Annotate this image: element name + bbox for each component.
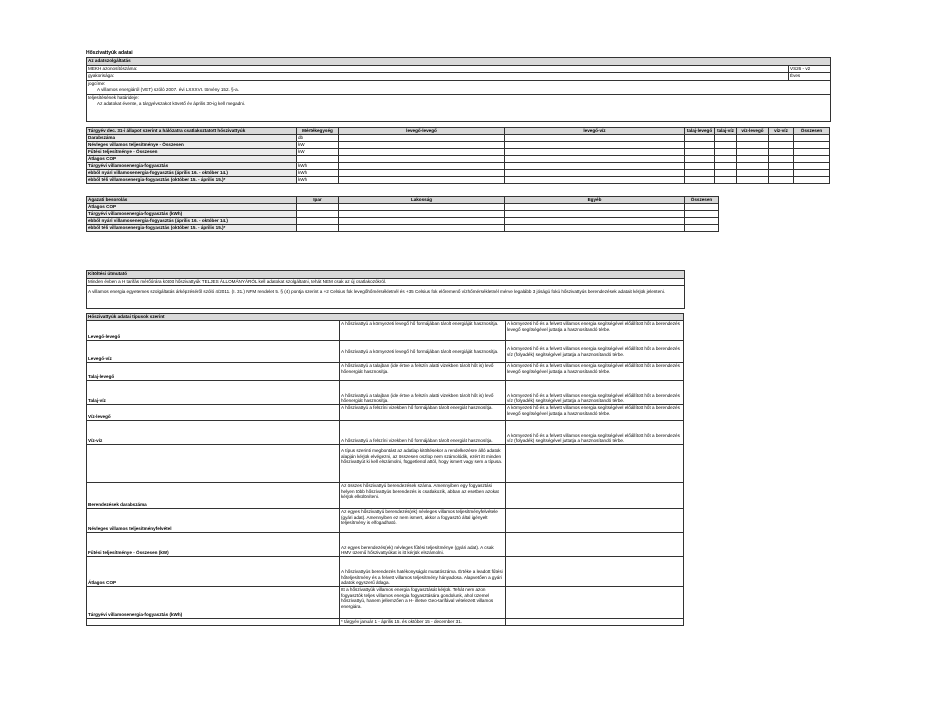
cell[interactable] [505,142,685,149]
t1-h8: Összesen [794,128,830,135]
table-row [87,211,719,218]
def-desc: Az összes hőszivattyú berendezések száma. Amennyiben egy fogyasztási helyen több hőszivattyús berendezés is csatlakozik, abban az esetben azokat kérjük elkülöníteni. [340,483,506,509]
t1-row-label: ebből téli villamosenergia-fogyasztás (október 15. - április 15.)* [87,177,297,184]
t1-row-label: Tárgyévi villamosenergia-fogyasztás [87,163,297,170]
t2-h3: Egyéb [505,197,685,204]
t2-h4: Összesen [685,197,719,204]
t1-row-unit: kWh [297,177,339,184]
cell[interactable] [715,156,737,163]
cell[interactable] [339,177,505,184]
cell[interactable] [339,149,505,156]
type-desc2: A környezeti hő és a felvett villamos energia segítségével előállított hőt a berendezés levegő segítségével juttatja a hasznosítandó térbe. [506,405,684,421]
freq-value: Éves [790,73,801,78]
cell[interactable] [505,218,685,225]
guide-line2: A villamos energia egyetemes szolgáltatás árképzéséről szóló 4/2011. (I. 31.) NFM rendelet 5. § (4) pontja szerint a +2 Celsius fok levegőhőmérsékletnél és +35 Celsius fok előremenő vízhőmérsékletnél mérve legalább 3 jóságú fokú hőszivattyús berendezések adatait kérjük jelenteni. [88,289,665,294]
t1-h4: talaj-levegő [685,128,715,135]
cell[interactable] [769,170,794,177]
cell[interactable] [297,211,339,218]
t1-h6: víz-levegő [737,128,769,135]
table-row [87,177,830,184]
empty-cell [506,509,684,533]
type-desc2: A környezeti hő és a felvett villamos energia segítségével előállított hőt a berendezés levegő segítségével juttatja a hasznosítandó térbe. [506,363,684,381]
hatarido-value-row [87,101,830,108]
type-name: Talaj-víz [87,381,340,405]
t1-row-unit: kWh [297,170,339,177]
table-row [87,363,684,381]
table-row [87,218,719,225]
cell[interactable] [685,204,719,211]
t1-row-label: Fűtési teljesítménye - Összesen [87,149,297,156]
types-title-row [87,314,684,321]
t1-h2: levegő-levegő [339,128,505,135]
cell[interactable] [769,135,794,142]
t1-row-unit: db [297,135,339,142]
guide-box [86,270,685,309]
type-name: Levegő-levegő [87,321,340,341]
cell[interactable] [715,177,737,184]
table-row [87,149,830,156]
def-desc: A hőszivattyús berendezés hatékonyságát mutatószáma. Értéke a leadott fűtési hőteljesítmény és a felvett villamos teljesítmény hányadosa. Alapvetően a gyári adatok egyszerű átlaga. [340,557,506,587]
mekh-label: MEKH azonosítószáma: [88,65,138,71]
t2-h0: Ágazati besorolás [87,197,297,204]
cell[interactable] [685,170,715,177]
def-name: Átlagos COP [87,557,340,587]
cell[interactable] [737,156,769,163]
table-row [87,381,684,405]
t1-row-label: Névleges villamos teljesítménye - Összesen [87,142,297,149]
table-row [87,135,830,142]
table-row [87,170,830,177]
empty-cell [506,557,684,587]
cell[interactable] [737,135,769,142]
t1-h0: Tárgyév dec. 31-i állapot szerint a hálózatra csatlakoztatott hőszivattyúk [87,128,297,135]
cell[interactable] [685,163,715,170]
type-note: A típus szerinti megbontást az adatlap kitöltésekor a rendelkezésre álló adatok alapján kérjük elvégezni, az összesen oszlop nem számolódik, ezért itt minden hőszivattyút ki kell elszámolni, függetlenül attól, hogy ismert vagy sem a típusa. [340,445,506,483]
table-row [87,204,719,211]
cell[interactable] [505,204,685,211]
type-desc: A hőszivattyú a környezeti levegő hő formájában tárolt energiáját hasznosítja. [340,341,506,363]
mekh-value: VS26 - v2 [790,65,811,71]
cell[interactable] [737,142,769,149]
t2-row-label: Tárgyévi villamosenergia-fogyasztás (kWh) [87,211,297,218]
t2-row-label: Átlagos COP [87,204,297,211]
cell[interactable] [505,149,685,156]
jog-value: A villamos energiáról (VET) szóló 2007. évi LXXXVI. törvény 152. §-a. [97,87,239,92]
empty-cell [506,533,684,557]
cell[interactable] [794,163,830,170]
table1-header-row [87,128,830,135]
cell[interactable] [794,135,830,142]
table-row [87,321,684,341]
mekh-row [87,66,830,74]
table-row [87,405,684,421]
cell[interactable] [685,149,715,156]
cell[interactable] [505,225,685,232]
page-title: Hőszivattyúk adatai [86,50,133,56]
cell[interactable] [505,135,685,142]
guide-title: Kitöltési útmutató [87,271,684,279]
type-desc: A hőszivattyú a talajban (ide értve a felszín alatti vizekben tárolt hőt is) levő hőenergiát hasznosítja. [340,381,506,405]
cell[interactable] [769,177,794,184]
types-title: Hőszivattyúk adatai típusok szerint [87,314,684,321]
cell[interactable] [685,135,715,142]
cell[interactable] [794,149,830,156]
t1-h7: víz-víz [769,128,794,135]
t2-h1: Ipar [297,197,339,204]
cell[interactable] [297,218,339,225]
cell[interactable] [769,142,794,149]
cell[interactable] [505,177,685,184]
cell[interactable] [715,142,737,149]
cell[interactable] [794,177,830,184]
cell[interactable] [715,163,737,170]
type-desc: A hőszivattyú a környezeti levegő hő formájában tárolt energiáját hasznosítja. [340,321,506,341]
type-desc: A hőszivattyú a talajban (ide értve a felszín alatti vizekben tárolt hőt is) levő hőenergiát hasznosítja. [340,363,506,381]
table-row [87,619,684,626]
table-row [87,341,684,363]
def-name: Névleges villamos teljesítményfelvétel [87,509,340,533]
empty-cell [87,445,340,483]
cell[interactable] [297,225,339,232]
cell[interactable] [794,156,830,163]
cell[interactable] [505,156,685,163]
t1-row-unit: kWh [297,163,339,170]
empty-cell [506,445,684,483]
jog-value-row [87,87,830,95]
freq-label: gyakorisága: [88,73,115,78]
cell[interactable] [769,149,794,156]
cell[interactable] [297,204,339,211]
cell[interactable] [715,149,737,156]
cell[interactable] [339,156,505,163]
cell[interactable] [769,156,794,163]
t1-row-label: ebből nyári villamosenergia-fogyasztás (április 16. - október 14.) [87,170,297,177]
cell[interactable] [339,163,505,170]
table-row [87,509,684,533]
t1-row-unit: kW [297,142,339,149]
header-section: Az adatszolgáltatás [87,58,830,66]
table2-header-row [87,197,719,204]
cell[interactable] [769,163,794,170]
cell[interactable] [737,149,769,156]
table-row [87,421,684,445]
cell[interactable] [505,170,685,177]
table-row [87,142,830,149]
footnote: * tárgyév január 1 - április 15. és október 15 - december 31. [340,619,506,626]
type-desc2: A környezeti hő és a felvett villamos energia segítségével előállított hőt a berendezés víz (folyadék) segítségével juttatja a hasznosítandó térbe. [506,421,684,445]
freq-row [87,73,830,81]
t1-row-unit [297,156,339,163]
table-row [87,483,684,509]
type-desc2: A környezeti hő és a felvett villamos energia segítségével előállított hőt a berendezés víz (folyadék) segítségével juttatja a hasznosítandó térbe. [506,381,684,405]
header-box [86,57,831,122]
t1-h1: Mértékegység [297,128,339,135]
cell[interactable] [794,170,830,177]
cell[interactable] [339,225,505,232]
cell[interactable] [339,142,505,149]
cell[interactable] [339,211,505,218]
type-desc2: A környezeti hő és a felvett villamos energia segítségével előállított hőt a berendezés levegő segítségével juttatja a hasznosítandó térbe. [506,321,684,341]
table-row [87,445,684,483]
empty-cell [506,483,684,509]
t1-h5: talaj-víz [715,128,737,135]
cell[interactable] [339,218,505,225]
t1-row-label: Átlagos COP [87,156,297,163]
def-name: Fűtési teljesítménye - Összesen (kW) [87,533,340,557]
type-name: Levegő-víz [87,341,340,363]
empty-cell [87,619,340,626]
table-row [87,557,684,587]
type-name: Víz-levegő [87,405,340,421]
cell[interactable] [685,218,719,225]
def-desc: Az egyes hőszivattyú berendezés(ek) névleges villamos teljesítményfelvétele (gyári adat). Amennyiben ez nem ismert, akkor a fogyasztó által igényelt teljesítmény is elfogadható. [340,509,506,533]
hatarido-label: teljesítésének határideje: [88,94,139,100]
t1-h3: levegő-víz [505,128,685,135]
t1-row-label: Darabszáma [87,135,297,142]
guide-line1: Minden évben a H tarifás mérőórára kötött hőszivattyúk TELJES ÁLLOMÁNYÁRÓL kell adatokat szolgáltatni, tehát NEM csak az új csatlakozókról. [87,279,684,287]
def-desc: Az egyes berendezés(ek) névleges fűtési teljesítménye (gyári adat). A csak HMV üzemű hőszivattyúkat is itt kérjük elszámolni. [340,533,506,557]
def-desc: Itt a hőszivattyúk villamos energia fogyasztását kérjük. Tehát nem azon fogyasztók teljes villamos energia fogyasztására gondolunk, ahol üzemel hőszivattyú, hanem jellemzően a H- illetve Geo-tarifával vételezett villamos energiára. [340,587,506,619]
jog-label: jogcíme: [88,80,106,86]
table-row [87,587,684,619]
cell[interactable] [339,204,505,211]
hatarido-value: Az adatokat évente, a tárgyévszakot követő év április 30-ig kell megadni. [97,101,246,106]
empty-cell [506,587,684,619]
type-name: Talaj-levegő [87,363,340,381]
table-row [87,163,830,170]
def-name: Tárgyévi villamosenergia-fogyasztás (kWh) [87,587,340,619]
table-row [87,533,684,557]
types-table [86,313,684,626]
cell[interactable] [685,156,715,163]
cell[interactable] [505,163,685,170]
cell[interactable] [737,163,769,170]
cell[interactable] [685,225,719,232]
type-desc: A hőszivattyú a felszíni vizekben hő formájában tárolt energiát hasznosítja. [340,405,506,421]
cell[interactable] [737,170,769,177]
t2-h2: Lakosság [339,197,505,204]
sector-table [86,196,719,232]
heatpump-table [86,127,830,184]
cell[interactable] [685,211,719,218]
t1-row-unit: kW [297,149,339,156]
empty-cell [506,619,684,626]
cell[interactable] [737,177,769,184]
def-name: Berendezések darabszáma [87,483,340,509]
type-name: Víz-víz [87,421,340,445]
cell[interactable] [505,211,685,218]
cell[interactable] [339,135,505,142]
cell[interactable] [715,170,737,177]
type-desc: A hőszivattyú a felszíni vizekben hő formájában tárolt energiát hasznosítja. [340,421,506,445]
cell[interactable] [715,135,737,142]
table-row [87,225,719,232]
cell[interactable] [339,170,505,177]
type-desc2: A környezeti hő és a felvett villamos energia segítségével előállított hőt a berendezés víz (folyadék) segítségével juttatja a hasznosítandó térbe. [506,341,684,363]
cell[interactable] [685,177,715,184]
cell[interactable] [794,142,830,149]
t2-row-label: ebből téli villamosenergia-fogyasztás (október 15. - április 15.)* [87,225,297,232]
cell[interactable] [685,142,715,149]
t2-row-label: ebből nyári villamosenergia-fogyasztás (április 16. - október 14.) [87,218,297,225]
table-row [87,156,830,163]
